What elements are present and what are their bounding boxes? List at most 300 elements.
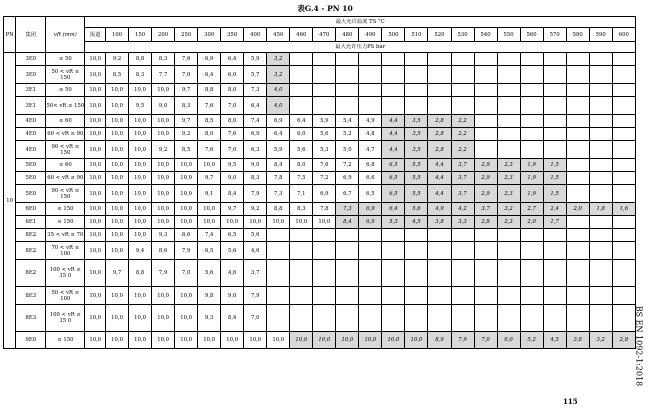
pressure-cell: 3,2: [267, 53, 290, 66]
pressure-cell: 10,0: [129, 115, 152, 128]
group-cell: 9E0: [16, 332, 46, 349]
pressure-cell: 7,6: [198, 97, 221, 115]
pressure-cell: 6,0: [497, 332, 520, 349]
pressure-cell: 10,0: [85, 260, 106, 287]
pressure-cell: [474, 115, 497, 128]
pressure-cell: [382, 260, 405, 287]
pressure-cell: [428, 97, 451, 115]
pressure-cell: [566, 216, 589, 229]
pressure-cell: 5,6: [198, 260, 221, 287]
pressure-cell: [543, 305, 566, 332]
pressure-cell: [336, 229, 359, 242]
pressure-cell: [520, 115, 543, 128]
pressure-cell: 10,0: [106, 332, 129, 349]
pressure-cell: 6,9: [313, 185, 336, 203]
pressure-cell: 7,5: [290, 172, 313, 185]
pressure-cell: [336, 97, 359, 115]
pressure-cell: 9,7: [198, 172, 221, 185]
pressure-cell: [451, 242, 474, 260]
vr-cell: 50< vR ≤ 150: [46, 97, 85, 115]
pressure-cell: 6,9: [244, 128, 267, 141]
pressure-cell: [382, 53, 405, 66]
pressure-cell: 4,4: [428, 159, 451, 172]
pressure-cell: [336, 242, 359, 260]
pressure-cell: 10,0: [85, 97, 106, 115]
vr-cell: 100 < vR ≤ 15 0: [46, 305, 85, 332]
pressure-cell: [474, 229, 497, 242]
pressure-cell: 9,7: [221, 203, 244, 216]
pressure-cell: 10,0: [313, 332, 336, 349]
group-cell: 8E2: [16, 242, 46, 260]
pressure-cell: [382, 84, 405, 97]
pressure-cell: 3,5: [405, 141, 428, 159]
pressure-cell: 10,0: [85, 305, 106, 332]
pressure-cell: 10,0: [85, 115, 106, 128]
pressure-cell: 5,6: [244, 229, 267, 242]
pressure-cell: 1,5: [543, 172, 566, 185]
pressure-cell: 10,0: [313, 216, 336, 229]
pressure-cell: 7,9: [244, 287, 267, 305]
pressure-cell: 8,0: [221, 115, 244, 128]
pressure-cell: [405, 97, 428, 115]
pressure-cell: 10,0: [129, 84, 152, 97]
pressure-cell: [497, 66, 520, 84]
pressure-cell: 7,0: [244, 305, 267, 332]
pressure-cell: [313, 305, 336, 332]
table-title: 表G.4 - PN 10: [297, 4, 353, 13]
table-row: [4, 115, 636, 128]
table-row: [4, 159, 636, 172]
pressure-cell: 2,8: [474, 216, 497, 229]
vr-cell: ≤ 60: [46, 159, 85, 172]
pressure-cell: 5,2: [520, 332, 543, 349]
pressure-cell: 9,0: [244, 159, 267, 172]
pressure-cell: 10,0: [152, 128, 175, 141]
pressure-cell: 1,8: [589, 203, 612, 216]
pressure-cell: 1,9: [520, 172, 543, 185]
pressure-cell: 4,5: [405, 216, 428, 229]
pressure-cell: [612, 159, 635, 172]
pressure-cell: 10,0: [152, 305, 175, 332]
pressure-cell: [451, 305, 474, 332]
pressure-cell: [451, 84, 474, 97]
pressure-cell: 6,4: [221, 53, 244, 66]
pressure-cell: [336, 305, 359, 332]
group-cell: 8E3: [16, 305, 46, 332]
temp-header: 报道: [85, 28, 106, 42]
pressure-cell: 10,0: [85, 128, 106, 141]
pressure-cell: 7,0: [474, 332, 497, 349]
pressure-cell: 8,6: [175, 229, 198, 242]
standard-reference-text: BS EN 1092-1:2018: [634, 305, 644, 387]
pressure-cell: [543, 66, 566, 84]
pressure-cell: 8,3: [290, 203, 313, 216]
pressure-cell: 10,0: [175, 332, 198, 349]
pressure-cell: 10,0: [85, 203, 106, 216]
pressure-cell: 5,7: [244, 66, 267, 84]
pressure-cell: 7,9: [451, 332, 474, 349]
vr-cell: 50 < vR ≤ 150: [46, 66, 85, 84]
pressure-cell: [612, 84, 635, 97]
temp-header: 600: [612, 28, 635, 42]
pressure-cell: 10,0: [85, 159, 106, 172]
group-cell: 6E0: [16, 203, 46, 216]
pressure-temperature-table: [3, 16, 636, 349]
group-cell: 4E0: [16, 115, 46, 128]
pressure-cell: [382, 66, 405, 84]
pressure-cell: 4,5: [543, 332, 566, 349]
pressure-cell: 1,7: [543, 216, 566, 229]
pressure-cell: [612, 172, 635, 185]
pressure-cell: [589, 172, 612, 185]
pressure-cell: 9,8: [198, 287, 221, 305]
pressure-cell: [382, 305, 405, 332]
pressure-cell: [520, 229, 543, 242]
pressure-cell: 6,5: [359, 185, 382, 203]
pressure-cell: [290, 287, 313, 305]
pressure-cell: [405, 260, 428, 287]
pressure-cell: [520, 141, 543, 159]
pressure-cell: 2,0: [520, 216, 543, 229]
pressure-cell: [405, 229, 428, 242]
pressure-cell: [336, 66, 359, 84]
group-cell: 5E0: [16, 172, 46, 185]
pressure-cell: [520, 66, 543, 84]
pressure-cell: [405, 84, 428, 97]
pressure-cell: 4,9: [428, 203, 451, 216]
pressure-cell: [474, 242, 497, 260]
pressure-cell: 5,0: [336, 141, 359, 159]
pressure-cell: 7,0: [221, 141, 244, 159]
pressure-cell: 7,9: [175, 242, 198, 260]
pressure-cell: 9,0: [152, 97, 175, 115]
pressure-cell: [589, 287, 612, 305]
vr-cell: 50 < vR ≤ 100: [46, 287, 85, 305]
group-cell: 4E0: [16, 141, 46, 159]
temp-header: 450: [267, 28, 290, 42]
pressure-cell: 7,2: [336, 159, 359, 172]
pressure-cell: [589, 260, 612, 287]
vr-cell: 35 < vR ≤ 70: [46, 229, 85, 242]
pressure-cell: 8,5: [198, 115, 221, 128]
temp-header: 150: [129, 28, 152, 42]
pressure-cell: [267, 260, 290, 287]
pressure-cell: 6,3: [244, 141, 267, 159]
pressure-cell: 7,4: [244, 115, 267, 128]
pressure-cell: [382, 229, 405, 242]
pressure-cell: [451, 97, 474, 115]
pressure-cell: 4,2: [451, 203, 474, 216]
pressure-cell: 9,4: [129, 242, 152, 260]
pressure-cell: 9,7: [175, 84, 198, 97]
pressure-cell: [543, 128, 566, 141]
pressure-cell: 7,3: [267, 185, 290, 203]
pressure-cell: 10,0: [106, 172, 129, 185]
pressure-cell: [359, 242, 382, 260]
pressure-cell: [497, 128, 520, 141]
pressure-cell: 7,1: [290, 185, 313, 203]
pressure-cell: 9,1: [198, 185, 221, 203]
pressure-cell: 10,0: [106, 305, 129, 332]
pressure-cell: 8,4: [221, 305, 244, 332]
pressure-cell: 2,8: [428, 115, 451, 128]
pressure-cell: [520, 260, 543, 287]
pressure-cell: [336, 84, 359, 97]
pressure-cell: 7,3: [336, 203, 359, 216]
table-row: [4, 203, 636, 216]
pressure-cell: [566, 84, 589, 97]
pressure-cell: [405, 305, 428, 332]
pressure-cell: 10,0: [129, 203, 152, 216]
temp-header: 480: [336, 28, 359, 42]
pressure-cell: [313, 84, 336, 97]
pressure-cell: 10,0: [267, 216, 290, 229]
pressure-cell: 6,5: [382, 172, 405, 185]
pressure-cell: 3,2: [589, 332, 612, 349]
vr-cell: ≤ 150: [46, 216, 85, 229]
table-row: [4, 216, 636, 229]
pressure-cell: 2,9: [474, 159, 497, 172]
pressure-cell: 6,5: [198, 242, 221, 260]
pressure-cell: 10,0: [85, 172, 106, 185]
pressure-cell: [428, 242, 451, 260]
pressure-cell: 8,8: [198, 84, 221, 97]
pressure-cell: 10,0: [129, 287, 152, 305]
pressure-cell: 10,0: [152, 332, 175, 349]
pressure-cell: 10,0: [85, 229, 106, 242]
pressure-cell: [589, 159, 612, 172]
pressure-cell: [428, 305, 451, 332]
pressure-cell: [336, 260, 359, 287]
pressure-cell: 6,4: [198, 66, 221, 84]
vr-cell: 60 < vR ≤ 90: [46, 128, 85, 141]
pressure-cell: 2,3: [497, 185, 520, 203]
pressure-cell: [336, 287, 359, 305]
group-cell: 8E2: [16, 260, 46, 287]
pressure-cell: 5,3: [313, 141, 336, 159]
pressure-cell: 2,7: [520, 203, 543, 216]
pressure-cell: [520, 305, 543, 332]
pressure-cell: [474, 305, 497, 332]
pressure-cell: 10,0: [129, 128, 152, 141]
table-row: [4, 305, 636, 332]
pressure-cell: [566, 185, 589, 203]
pressure-cell: 5,5: [405, 159, 428, 172]
pressure-cell: 7,0: [175, 66, 198, 84]
pressure-cell: 10,0: [175, 203, 198, 216]
pressure-cell: 5,6: [290, 141, 313, 159]
pressure-cell: 4,4: [382, 141, 405, 159]
group-cell: 3E1: [16, 97, 46, 115]
pressure-cell: 6,4: [267, 128, 290, 141]
pressure-cell: [589, 141, 612, 159]
pressure-cell: 8,3: [175, 97, 198, 115]
pressure-cell: 10,0: [198, 216, 221, 229]
pressure-cell: 10,0: [85, 242, 106, 260]
pressure-cell: [612, 305, 635, 332]
pressure-cell: 10,0: [129, 305, 152, 332]
pressure-cell: 8,9: [428, 332, 451, 349]
pressure-cell: 4,4: [428, 172, 451, 185]
pressure-cell: [520, 287, 543, 305]
pressure-cell: 7,6: [221, 128, 244, 141]
pressure-cell: [566, 287, 589, 305]
pressure-cell: 8,6: [152, 242, 175, 260]
pressure-cell: 10,0: [106, 97, 129, 115]
pressure-cell: 8,0: [221, 84, 244, 97]
pressure-cell: [267, 287, 290, 305]
pressure-cell: 10,0: [267, 332, 290, 349]
pressure-cell: [520, 53, 543, 66]
pressure-cell: 10,0: [221, 216, 244, 229]
pressure-cell: 7,6: [198, 141, 221, 159]
pressure-cell: 2,4: [543, 203, 566, 216]
temp-header: 460: [290, 28, 313, 42]
pressure-cell: 9,7: [106, 260, 129, 287]
pressure-cell: 9,5: [129, 97, 152, 115]
pressure-cell: 8,3: [244, 172, 267, 185]
table-row: [4, 53, 636, 66]
pressure-cell: 10,0: [405, 332, 428, 349]
pressure-cell: [589, 229, 612, 242]
pressure-cell: [428, 229, 451, 242]
pn-header: PN: [4, 17, 16, 53]
pressure-cell: 10,0: [198, 203, 221, 216]
vr-cell: ≤ 50: [46, 84, 85, 97]
temp-header: 400: [244, 28, 267, 42]
vr-cell: ≤ 50: [46, 53, 85, 66]
vr-cell: 70 < vR ≤ 100: [46, 242, 85, 260]
group-cell: 8E3: [16, 287, 46, 305]
pressure-cell: [566, 128, 589, 141]
temp-header: 550: [497, 28, 520, 42]
temp-header: 520: [428, 28, 451, 42]
pressure-cell: 2,0: [566, 203, 589, 216]
pressure-cell: [359, 305, 382, 332]
pressure-cell: [566, 141, 589, 159]
pressure-cell: 5,9: [267, 141, 290, 159]
temp-header: 470: [313, 28, 336, 42]
table-row: [4, 66, 636, 84]
pressure-cell: [428, 84, 451, 97]
pressure-cell: [313, 260, 336, 287]
pressure-cell: 10,0: [175, 287, 198, 305]
pressure-cell: [543, 97, 566, 115]
pressure-cell: [451, 260, 474, 287]
temp-header: 530: [451, 28, 474, 42]
pressure-cell: 9,2: [244, 203, 267, 216]
pressure-cell: [566, 172, 589, 185]
pressure-cell: [359, 53, 382, 66]
pressure-cell: [566, 115, 589, 128]
pressure-cell: 10,0: [152, 287, 175, 305]
pressure-cell: 6,4: [382, 203, 405, 216]
pressure-cell: 10,0: [106, 216, 129, 229]
pressure-cell: 8,0: [290, 159, 313, 172]
pressure-cell: 9,2: [175, 128, 198, 141]
pressure-cell: 10,0: [129, 185, 152, 203]
pressure-cell: 8,5: [175, 141, 198, 159]
pressure-cell: 10,0: [336, 332, 359, 349]
pressure-cell: [543, 84, 566, 97]
pressure-cell: 3,2: [267, 66, 290, 84]
pressure-cell: [451, 53, 474, 66]
vr-header: vR (mm): [46, 17, 85, 53]
pressure-cell: 7,7: [152, 66, 175, 84]
pressure-cell: [612, 242, 635, 260]
temp-header: 350: [221, 28, 244, 42]
pressure-cell: 8,8: [267, 203, 290, 216]
pressure-cell: [612, 66, 635, 84]
table-row: [4, 287, 636, 305]
pressure-cell: [589, 97, 612, 115]
pressure-cell: 4,4: [428, 185, 451, 203]
table-row: [4, 97, 636, 115]
pressure-cell: 3,5: [405, 115, 428, 128]
pressure-cell: [612, 260, 635, 287]
pressure-cell: 10,0: [152, 159, 175, 172]
pressure-cell: [589, 115, 612, 128]
pressure-cell: 4,7: [359, 141, 382, 159]
page-number: 115: [563, 397, 578, 406]
pressure-cell: 10,0: [152, 115, 175, 128]
pressure-cell: [290, 305, 313, 332]
pressure-cell: 10,0: [129, 332, 152, 349]
pressure-cell: 7,0: [175, 260, 198, 287]
pressure-cell: 6,5: [221, 229, 244, 242]
pressure-cell: 7,6: [313, 159, 336, 172]
pressure-cell: 5,5: [405, 185, 428, 203]
pressure-cell: 6,5: [382, 185, 405, 203]
pressure-cell: 6,9: [198, 53, 221, 66]
pressure-cell: 9,7: [175, 115, 198, 128]
pressure-cell: 6,9: [267, 115, 290, 128]
pressure-cell: 2,3: [497, 159, 520, 172]
pressure-cell: [313, 97, 336, 115]
group-cell: 4E0: [16, 128, 46, 141]
vr-cell: 90 < vR ≤ 150: [46, 141, 85, 159]
temp-header: 540: [474, 28, 497, 42]
pressure-cell: 5,6: [313, 128, 336, 141]
pressure-cell: 10,0: [85, 185, 106, 203]
pressure-cell: 10,0: [106, 84, 129, 97]
pressure-cell: [313, 53, 336, 66]
pressure-cell: 10,0: [106, 242, 129, 260]
pressure-cell: 3,7: [244, 260, 267, 287]
pressure-cell: [474, 260, 497, 287]
pressure-cell: [313, 242, 336, 260]
pressure-cell: [428, 53, 451, 66]
table-row: [4, 185, 636, 203]
pressure-cell: [543, 287, 566, 305]
pressure-cell: 2,3: [497, 216, 520, 229]
pressure-cell: 9,3: [198, 305, 221, 332]
pressure-cell: 5,9: [244, 53, 267, 66]
pressure-cell: [589, 84, 612, 97]
pressure-cell: 7,4: [198, 229, 221, 242]
pressure-cell: [612, 141, 635, 159]
pressure-cell: [290, 229, 313, 242]
pressure-cell: 8,5: [106, 66, 129, 84]
pressure-cell: [543, 115, 566, 128]
pressure-cell: 10,0: [129, 141, 152, 159]
pressure-cell: [359, 97, 382, 115]
pressure-cell: [290, 242, 313, 260]
vr-cell: 90 < vR ≤ 150: [46, 185, 85, 203]
pressure-cell: 10,0: [106, 229, 129, 242]
pressure-cell: 6,9: [359, 203, 382, 216]
pressure-cell: 8,0: [198, 128, 221, 141]
